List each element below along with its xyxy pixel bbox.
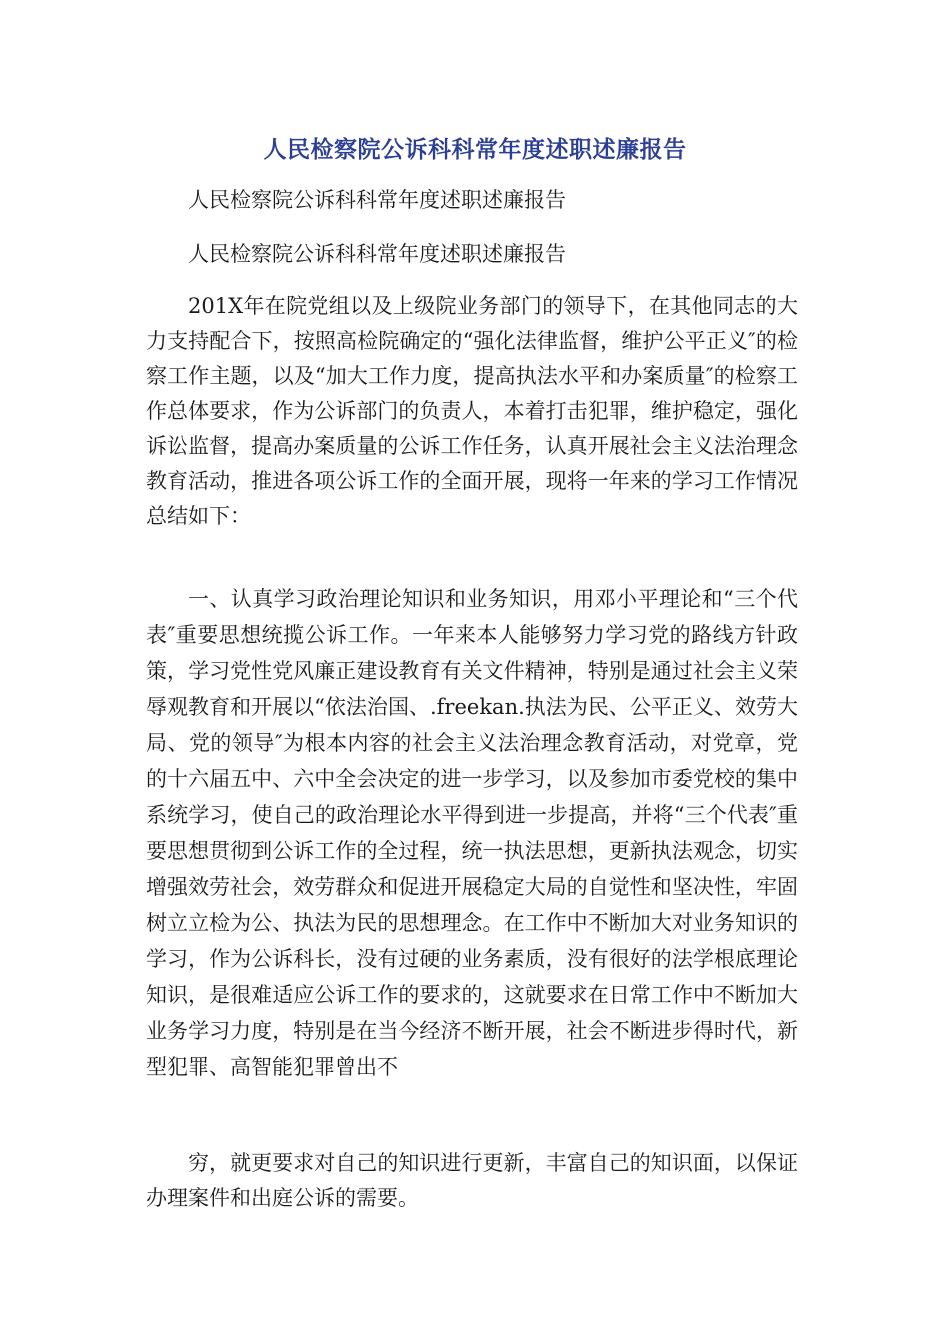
subtitle-paragraph: 人民检察院公诉科科常年度述职述廉报告	[188, 188, 566, 212]
intro-paragraph: 201X年在院党组以及上级院业务部门的领导下，在其他同志的大力支持配合下，按照高检院确定的“强化法律监督，维护公平正义″的检察工作主题，以及“加大工作力度，提高执法水平和办案质量″的检察工作总体要求，作为公诉部门的负责人，本着打击犯罪，维护稳定，强化诉讼监督，提高办案质量的公诉工作任务，认真开展社会主义法治理念教育活动，推进各项公诉工作的全面开展，现将一年来的学习工作情况总结如下：	[146, 294, 798, 528]
subtitle-paragraph: 人民检察院公诉科科常年度述职述廉报告	[188, 242, 566, 266]
section-one-paragraph: 一、认真学习政治理论知识和业务知识，用邓小平理论和“三个代表″重要思想统揽公诉工作。一年来本人能够努力学习党的路线方针政策，学习党性党风廉正建设教育有关文件精神，特别是通过社会主义荣辱观教育和开展以“依法治国、.freekan.执法为民、公平正义、效劳大局、党的领导″为根本内容的社会主义法治理念教育活动，对党章，党的十六届五中、六中全会决定的进一步学习，以及参加市委党校的集中系统学习，使自己的政治理论水平得到进一步提高，并将“三个代表″重要思想贯彻到公诉工作的全过程，统一执法思想，更新执法观念，切实增强效劳社会，效劳群众和促进开展稳定大局的自觉性和坚决性，牢固树立立检为公、执法为民的思想理念。在工作中不断加大对业务知识的学习，作为公诉科长，没有过硬的业务素质，没有很好的法学根底理论知识，是很难适应公诉工作的要求的，这就要求在日常工作中不断加大业务学习力度，特别是在当今经济不断开展，社会不断进步得时代，新型犯罪、高智能犯罪曾出不	[146, 587, 798, 1079]
document-title: 人民检察院公诉科科常年度述职述廉报告	[263, 137, 687, 163]
continuation-paragraph: 穷，就更要求对自己的知识进行更新，丰富自己的知识面，以保证办理案件和出庭公诉的需要。	[146, 1151, 798, 1210]
